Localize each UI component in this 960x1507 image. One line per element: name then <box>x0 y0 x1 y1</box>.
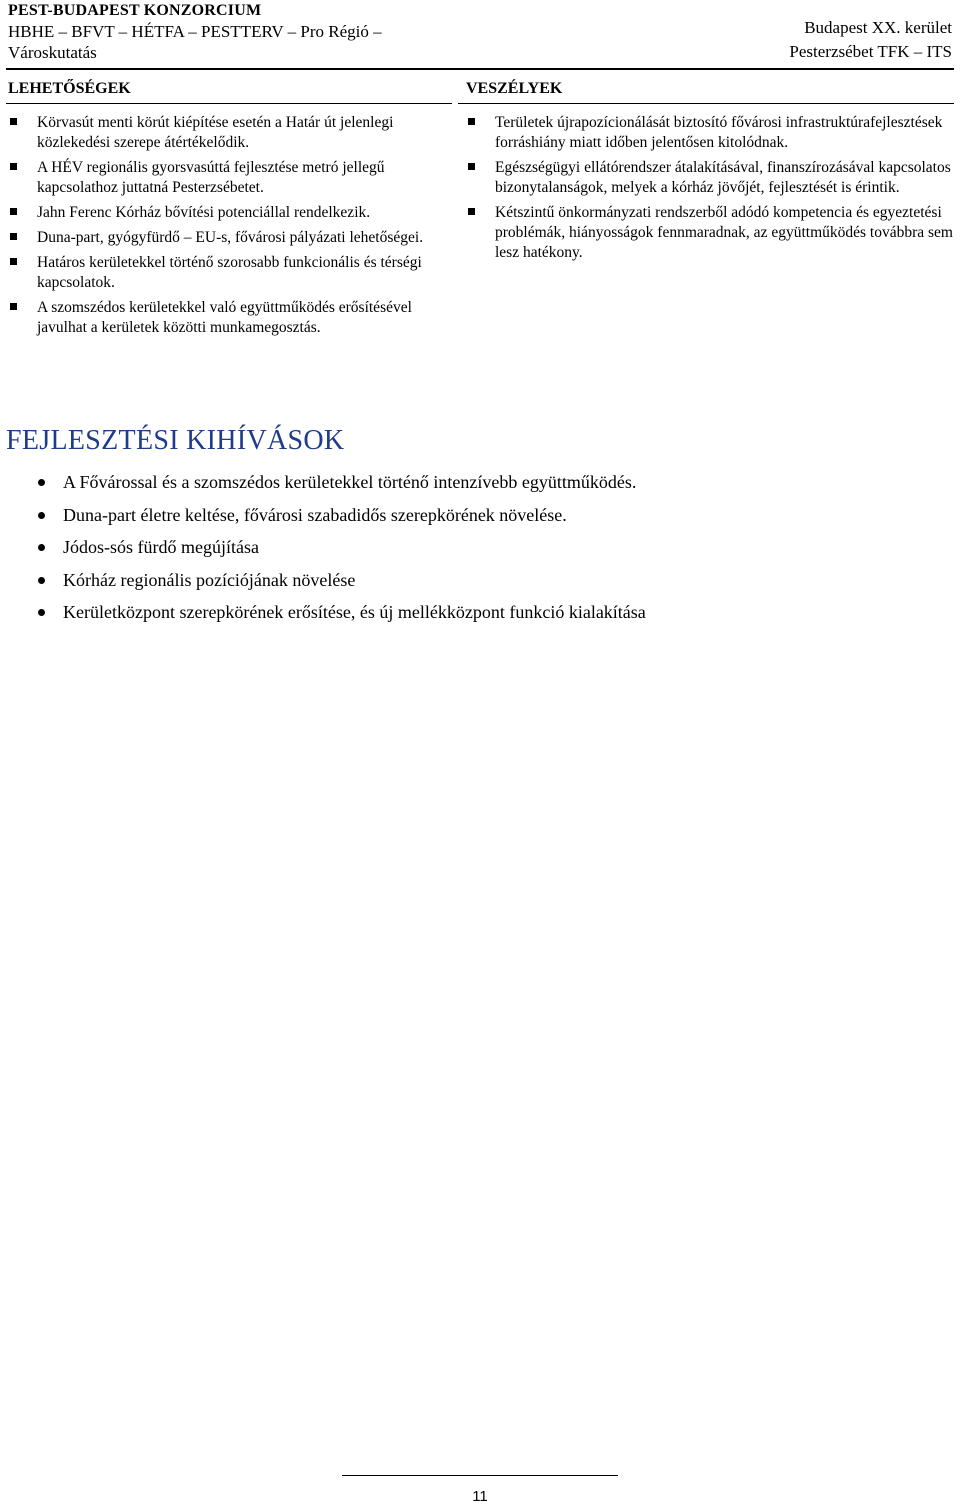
list-item <box>8 253 448 293</box>
round-bullet-icon <box>38 479 45 486</box>
list-item-text: A Fővárossal és a szomszédos kerületekkel történő intenzívebb együttműködés. <box>63 472 637 492</box>
challenges-list <box>38 470 938 633</box>
threats-section <box>466 78 954 268</box>
list-item-text: Jahn Ferenc Kórház bővítési potenciállal rendelkezik. <box>37 204 371 221</box>
district-name: Budapest XX. kerület <box>804 18 952 37</box>
list-item-text: Duna-part, gyógyfürdő – EU-s, fővárosi pályázati lehetőségei. <box>37 229 424 246</box>
square-bullet-icon <box>468 163 475 170</box>
list-item <box>8 113 448 153</box>
square-bullet-icon <box>10 303 17 310</box>
opportunities-list <box>8 113 448 338</box>
opportunities-title: LEHETŐSÉGEK <box>8 80 131 97</box>
list-item-text: A HÉV regionális gyorsvasúttá fejlesztése metró jellegű kapcsolathoz juttatná Pesterzsébetet. <box>37 159 385 196</box>
list-item-text: Jódos-sós fürdő megújítása <box>63 537 259 557</box>
list-item <box>8 228 448 248</box>
square-bullet-icon <box>10 258 17 265</box>
list-item <box>38 568 938 592</box>
list-item <box>38 600 938 624</box>
list-item <box>466 113 954 153</box>
round-bullet-icon <box>38 544 45 551</box>
list-item <box>38 503 938 527</box>
list-item-text: Kerületközpont szerepkörének erősítése, és új mellékközpont funkció kialakítása <box>63 602 646 622</box>
list-item-text: Egészségügyi ellátórendszer átalakításával, finanszírozásával kapcsolatos bizonytalanságok, melyek a kórház jövőjét, fejlesztését is érintik. <box>495 159 951 196</box>
consortium-members: HBHE – BFVT – HÉTFA – PESTTERV – Pro Régió – <box>8 22 382 41</box>
list-item <box>8 203 448 223</box>
list-item-text: Körvasút menti körút kiépítése esetén a Határ út jelenlegi közlekedési szerepe átértékelődik. <box>37 114 394 151</box>
header-divider <box>6 68 954 70</box>
list-item <box>38 470 938 494</box>
list-item <box>466 203 954 263</box>
threats-title: VESZÉLYEK <box>466 80 563 97</box>
round-bullet-icon <box>38 512 45 519</box>
square-bullet-icon <box>10 233 17 240</box>
consortium-members-cont: Városkutatás <box>8 43 97 62</box>
page-header-left <box>8 0 382 63</box>
list-item-text: Kétszintű önkormányzati rendszerből adódó kompetencia és egyeztetési problémák, hiányosságok fennmaradnak, az együttműködés továbbra sem lesz hatékony. <box>495 204 953 261</box>
footer-divider <box>342 1475 618 1476</box>
square-bullet-icon <box>468 208 475 215</box>
square-bullet-icon <box>10 208 17 215</box>
square-bullet-icon <box>10 118 17 125</box>
opportunities-section <box>8 78 448 343</box>
list-item-text: Határos kerületekkel történő szorosabb funkcionális és térségi kapcsolatok. <box>37 254 422 291</box>
list-item-text: Duna-part életre keltése, fővárosi szabadidős szerepkörének növelése. <box>63 504 567 525</box>
page-number: 11 <box>472 1488 488 1505</box>
list-item-text: A szomszédos kerületekkel való együttműködés erősítésével javulhat a kerületek közötti munkamegosztás. <box>37 299 412 336</box>
list-item-text: Kórház regionális pozíciójának növelése <box>63 569 356 590</box>
square-bullet-icon <box>468 118 475 125</box>
page-header-right <box>789 16 952 64</box>
square-bullet-icon <box>10 163 17 170</box>
threats-list <box>466 113 954 263</box>
round-bullet-icon <box>38 609 45 616</box>
consortium-name: PEST-BUDAPEST KONZORCIUM <box>8 2 262 19</box>
list-item <box>38 535 938 559</box>
list-item <box>466 158 954 198</box>
document-name: Pesterzsébet TFK – ITS <box>789 42 952 61</box>
challenges-title: FEJLESZTÉSI KIHÍVÁSOK <box>6 425 345 456</box>
round-bullet-icon <box>38 577 45 584</box>
list-item <box>8 298 448 338</box>
list-item-text: Területek újrapozícionálását biztosító fővárosi infrastruktúrafejlesztések forráshiány miatt időben jelentősen kitolódnak. <box>495 114 943 151</box>
list-item <box>8 158 448 198</box>
